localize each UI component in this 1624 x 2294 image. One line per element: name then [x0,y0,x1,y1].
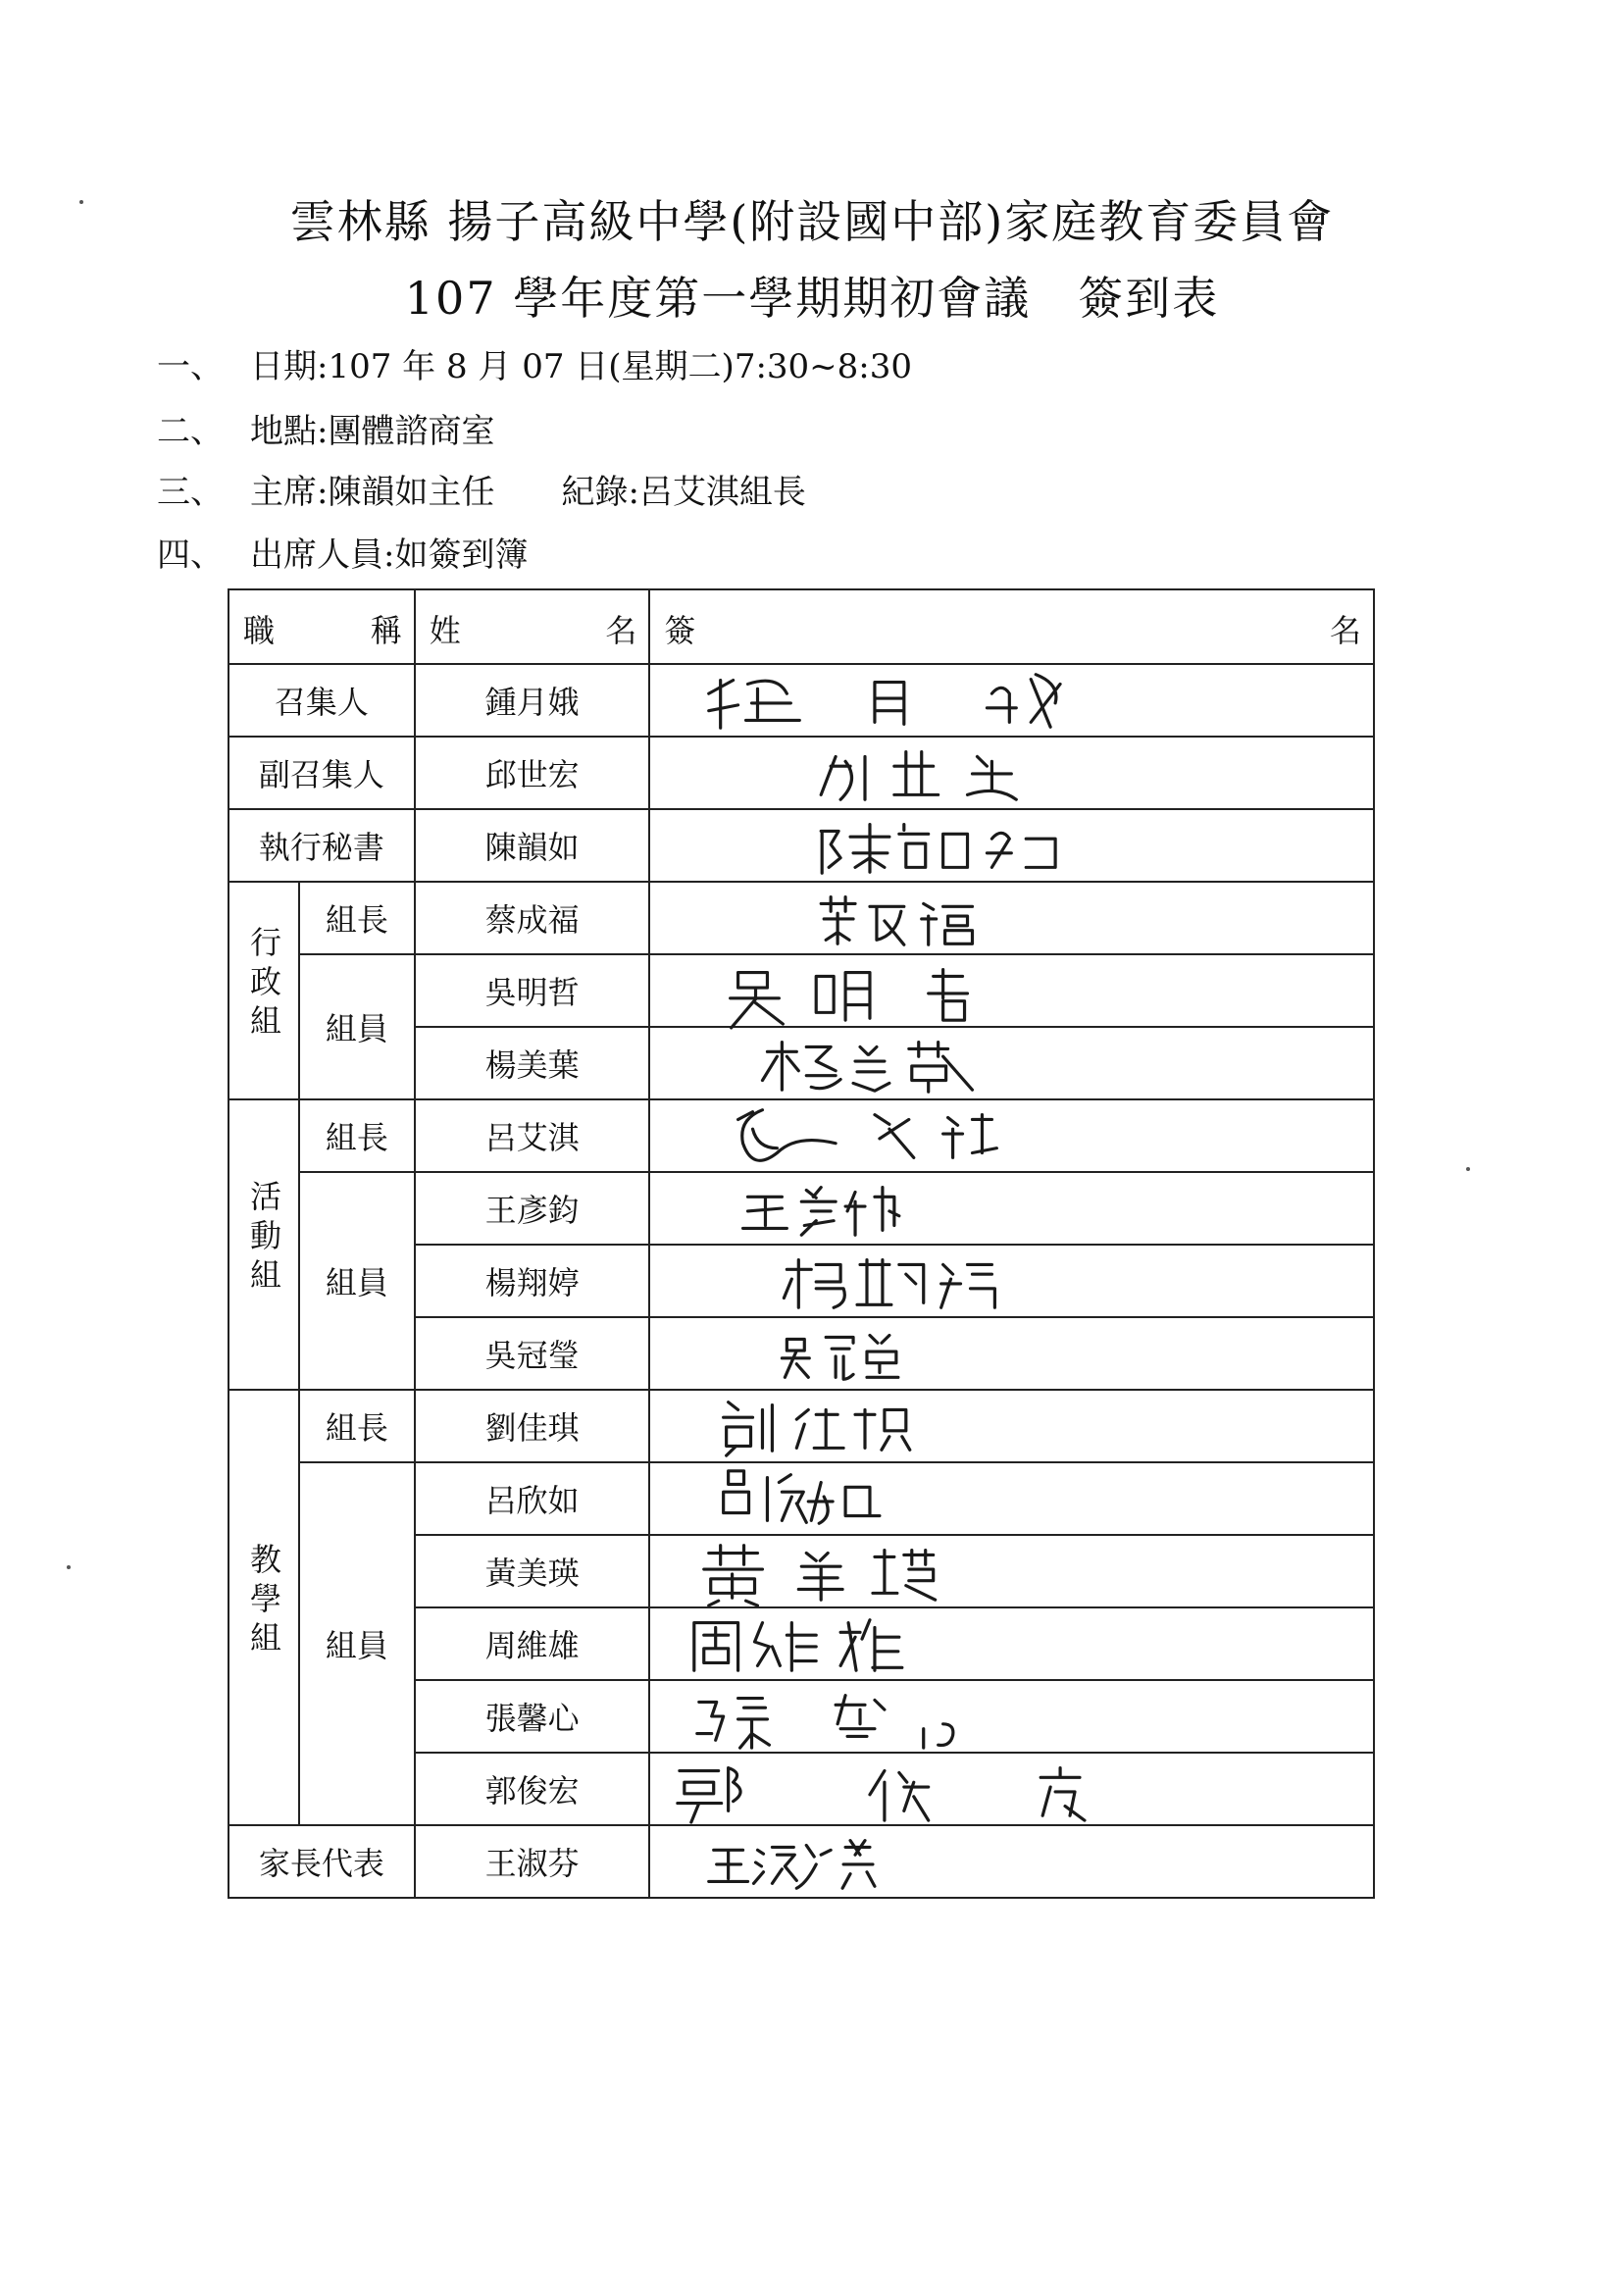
role-cell: 組長 [299,1099,415,1172]
group-label: 活動組 [244,1179,282,1298]
signature-cell [649,954,1374,1027]
name-cell: 鍾月娥 [415,664,650,737]
signature-cell [649,1753,1374,1825]
name-cell: 黃美瑛 [415,1535,650,1607]
name-cell: 吳冠瑩 [415,1317,650,1390]
header-name-a: 姓 [429,612,461,649]
signature-cell [649,1535,1374,1607]
handwritten-signature [650,810,1373,881]
document-subtitle: 107 學年度第一學期期初會議 簽到表 [404,272,1220,325]
role-cell: 副召集人 [228,737,415,809]
scan-speck [1466,1167,1470,1171]
signature-cell [649,1390,1374,1462]
table-row [228,882,1374,954]
signature-cell [649,1680,1374,1753]
name-cell: 邱世宏 [415,737,650,809]
handwritten-signature [650,738,1373,808]
table-row [228,954,1374,1027]
header-title [228,589,415,664]
table-row [228,809,1374,882]
handwritten-signature [650,1028,1373,1098]
name-cell: 劉佳琪 [415,1390,650,1462]
scan-speck [79,200,83,204]
role-cell: 組員 [299,1462,415,1825]
handwritten-signature [650,1246,1373,1316]
header-title-b: 稱 [370,612,402,649]
header-signature [649,589,1374,664]
group-cell-admin [228,882,299,1099]
info-num: 二、 [157,412,224,451]
handwritten-signature [650,1318,1373,1389]
handwritten-signature [650,1463,1373,1534]
signature-cell [649,1027,1374,1099]
handwritten-signature [650,1536,1373,1606]
name-cell: 周維雄 [415,1607,650,1680]
info-num: 一、 [157,347,224,386]
handwritten-signature [650,1754,1373,1824]
name-cell: 王淑芬 [415,1825,650,1898]
signature-cell [649,1607,1374,1680]
table-row [228,1390,1374,1462]
info-num: 四、 [157,535,224,575]
role-cell: 組員 [299,954,415,1099]
role-cell: 執行秘書 [228,809,415,882]
info-location [157,404,494,452]
signature-cell [649,1317,1374,1390]
table-header-row [228,589,1374,664]
handwritten-signature [650,1826,1373,1897]
name-cell: 郭俊宏 [415,1753,650,1825]
name-cell: 楊翔婷 [415,1245,650,1317]
table-row [228,1825,1374,1898]
info-num: 三、 [157,473,224,512]
info-text: 主席:陳韻如主任 紀錄:呂艾淇組長 [250,473,806,512]
name-cell: 楊美葉 [415,1027,650,1099]
group-label: 教學組 [244,1542,282,1660]
info-attendees [157,528,528,576]
signature-cell [649,1825,1374,1898]
info-text: 日期:107 年 8 月 07 日(星期二)7:30~8:30 [250,347,913,386]
handwritten-signature [650,1173,1373,1244]
handwritten-signature [650,883,1373,953]
role-cell: 組員 [299,1172,415,1390]
table-row [228,737,1374,809]
handwritten-signature [650,1608,1373,1679]
info-text: 地點:團體諮商室 [250,412,495,451]
signature-cell [649,882,1374,954]
header-sign-b: 名 [1329,612,1361,649]
scan-speck [67,1565,71,1569]
signature-cell [649,664,1374,737]
signature-cell [649,1172,1374,1245]
handwritten-signature [650,955,1373,1026]
signature-cell [649,809,1374,882]
handwritten-signature [650,1681,1373,1752]
group-cell-activity [228,1099,299,1390]
handwritten-signature [650,665,1373,736]
name-cell: 呂欣如 [415,1462,650,1535]
table-row [228,664,1374,737]
header-name-b: 名 [605,612,637,649]
handwritten-signature [650,1100,1373,1171]
role-cell: 召集人 [228,664,415,737]
role-cell: 家長代表 [228,1825,415,1898]
name-cell: 呂艾淇 [415,1099,650,1172]
name-cell: 張馨心 [415,1680,650,1753]
signature-cell [649,1245,1374,1317]
group-label: 行政組 [244,925,282,1044]
table-row [228,1172,1374,1245]
table-row [228,1099,1374,1172]
document-title: 雲林縣 揚子高級中學(附設國中部)家庭教育委員會 [289,195,1335,248]
header-name [415,589,650,664]
info-chair [157,465,806,513]
signature-cell [649,737,1374,809]
role-cell: 組長 [299,882,415,954]
info-text: 出席人員:如簽到簿 [250,535,529,575]
handwritten-signature [650,1391,1373,1461]
name-cell: 王彥鈞 [415,1172,650,1245]
info-date [157,339,912,387]
header-sign-a: 簽 [664,612,696,649]
signature-cell [649,1099,1374,1172]
group-cell-teaching [228,1390,299,1825]
name-cell: 吳明哲 [415,954,650,1027]
header-title-a: 職 [243,612,276,649]
role-cell: 組長 [299,1390,415,1462]
name-cell: 陳韻如 [415,809,650,882]
signature-cell [649,1462,1374,1535]
table-row [228,1462,1374,1535]
sign-in-table [228,588,1375,1899]
name-cell: 蔡成福 [415,882,650,954]
